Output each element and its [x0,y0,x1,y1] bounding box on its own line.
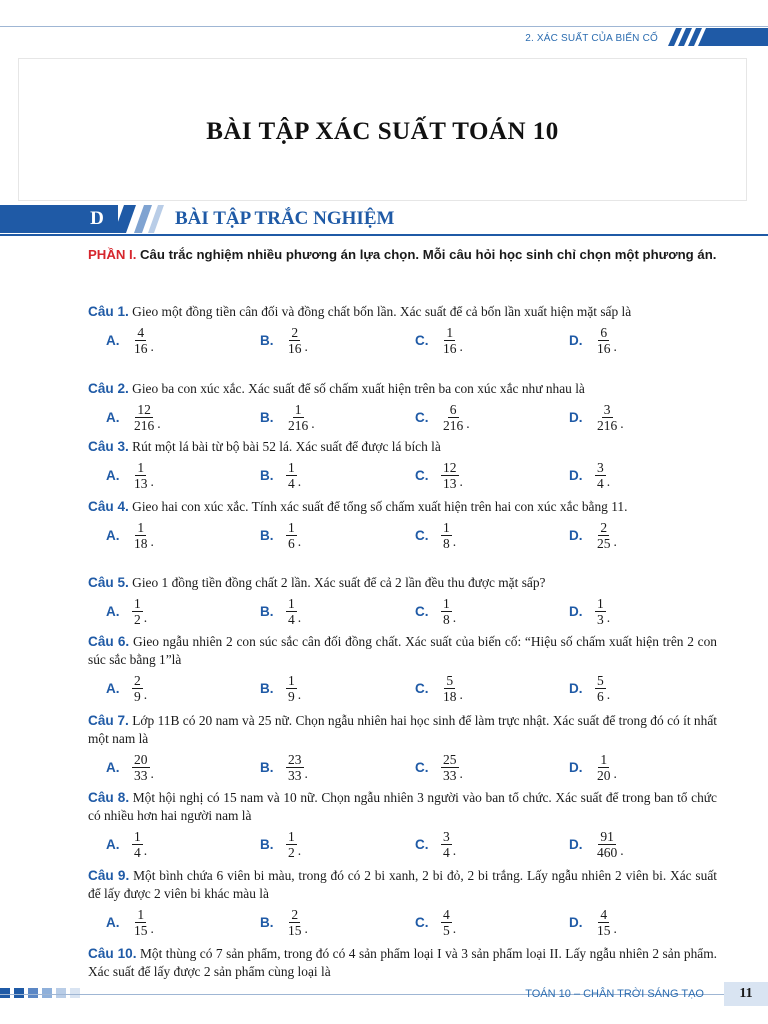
option-period: . [157,416,161,431]
section-slash-decoration [114,205,164,233]
answer-options [88,323,717,357]
fraction-denominator: 4 [288,611,295,627]
fraction [132,829,143,860]
fraction-numerator: 1 [288,595,295,611]
fraction-denominator: 13 [134,475,148,491]
fraction-numerator: 1 [597,595,604,611]
fraction [441,325,459,356]
fraction-numerator: 1 [288,672,295,688]
fraction-denominator: 4 [288,475,295,491]
option-letter: B. [260,527,274,543]
option-period: . [143,843,148,858]
option-period: . [150,339,154,354]
fraction [286,460,297,491]
answer-option [415,671,463,705]
fraction-denominator: 15 [288,922,302,938]
option-period: . [459,474,463,489]
fraction-denominator: 9 [288,688,295,704]
option-period: . [143,610,148,625]
question-text [88,945,717,981]
fraction [286,520,297,551]
question-text [88,498,717,516]
option-letter: B. [260,680,274,696]
fraction [132,907,150,938]
question-7 [88,712,717,784]
fraction-numerator: 1 [134,595,141,611]
option-period: . [466,416,470,431]
fraction [441,460,459,491]
question-body: Gieo ba con xúc xắc. Xác suất để số chấm xuất hiện trên ba con xúc xắc như nhau là [132,381,585,396]
fraction [132,673,143,704]
answer-option [260,905,308,939]
fraction-denominator: 33 [443,767,457,783]
answer-options [88,594,717,628]
option-letter: D. [569,603,583,619]
fraction-denominator: 16 [288,340,302,356]
fraction-numerator: 2 [600,519,608,535]
page-title: BÀI TẬP XÁC SUẤT TOÁN 10 [206,118,559,145]
question-label: Câu 6. [88,634,130,649]
fraction [286,673,297,704]
question-text [88,633,717,669]
fraction-numerator: 1 [288,828,295,844]
option-period: . [620,843,624,858]
answer-option [106,400,161,434]
option-letter: C. [415,836,429,852]
fraction [595,752,613,783]
option-period: . [452,921,457,936]
option-period: . [613,766,617,781]
question-9 [88,867,717,939]
question-label: Câu 7. [88,713,129,728]
fraction-numerator: 1 [443,595,450,611]
fraction-denominator: 216 [443,417,464,433]
option-letter: A. [106,603,120,619]
fraction-numerator: 3 [443,828,450,844]
fraction [132,325,150,356]
fraction-numerator: 20 [134,751,148,767]
answer-option [569,827,624,861]
question-5 [88,574,717,628]
answer-option [415,400,470,434]
fraction-denominator: 18 [443,688,457,704]
question-label: Câu 2. [88,381,129,396]
fraction-numerator: 2 [134,672,141,688]
question-4 [88,498,717,552]
part-instruction [88,245,717,264]
option-period: . [452,610,457,625]
option-letter: D. [569,527,583,543]
fraction-numerator: 12 [443,459,457,475]
answer-options [88,458,717,492]
question-8 [88,789,717,861]
answer-option [260,671,301,705]
option-letter: A. [106,680,120,696]
option-letter: A. [106,836,120,852]
option-period: . [297,534,302,549]
answer-option [106,827,147,861]
option-letter: A. [106,759,120,775]
option-period: . [304,766,308,781]
title-box [18,58,747,201]
answer-option [260,594,301,628]
option-letter: A. [106,914,120,930]
fraction-denominator: 9 [134,688,141,704]
option-period: . [452,843,457,858]
fraction-denominator: 20 [597,767,611,783]
option-period: . [620,416,624,431]
question-label: Câu 1. [88,304,129,319]
fraction [595,520,613,551]
answer-options [88,905,717,939]
fraction-denominator: 216 [134,417,155,433]
fraction-denominator: 4 [443,844,450,860]
option-period: . [459,687,463,702]
answer-option [569,400,624,434]
fraction-denominator: 216 [288,417,309,433]
fraction-denominator: 33 [288,767,302,783]
fraction-denominator: 8 [443,611,450,627]
option-letter: B. [260,836,274,852]
option-period: . [150,534,154,549]
fraction-numerator: 6 [449,401,457,417]
answer-option [106,323,154,357]
part-text: Câu trắc nghiệm nhiều phương án lựa chọn. Mỗi câu hỏi học sinh chỉ chọn một phương án. [140,247,717,262]
fraction-denominator: 25 [597,535,611,551]
fraction-numerator: 5 [597,672,604,688]
fraction [441,673,459,704]
header-rule [0,26,768,27]
footer-blocks-decoration [0,986,90,1000]
question-body: Gieo 1 đồng tiền đồng chất 2 lần. Xác suất để cả 2 lần đều thu được mặt sấp? [132,575,546,590]
option-letter: B. [260,603,274,619]
option-period: . [613,534,617,549]
option-letter: C. [415,914,429,930]
answer-option [569,905,617,939]
fraction-denominator: 18 [134,535,148,551]
fraction [132,520,150,551]
fraction [132,596,143,627]
option-letter: C. [415,759,429,775]
fraction [286,596,297,627]
option-period: . [297,843,302,858]
answer-option [260,400,315,434]
fraction-numerator: 1 [137,906,145,922]
option-letter: B. [260,467,274,483]
fraction [132,402,156,433]
fraction-numerator: 1 [288,519,295,535]
question-text [88,574,717,592]
option-period: . [150,921,154,936]
option-period: . [606,610,611,625]
answer-option [260,518,301,552]
fraction-numerator: 25 [443,751,457,767]
fraction [441,829,452,860]
question-body: Gieo ngẫu nhiên 2 con súc sắc cân đối đồng chất. Xác suất của biến cố: “Hiệu số chấm xuất hiện trên 2 con súc sắc bằng 1”là [88,634,717,667]
option-period: . [613,339,617,354]
option-letter: D. [569,467,583,483]
option-period: . [606,474,611,489]
header-stripes-decoration [668,28,768,46]
fraction [595,460,606,491]
section-title: BÀI TẬP TRẮC NGHIỆM [175,208,395,229]
fraction-numerator: 4 [600,906,608,922]
option-letter: C. [415,409,429,425]
option-letter: D. [569,409,583,425]
fraction [595,829,619,860]
answer-option [415,827,456,861]
fraction [595,596,606,627]
fraction-denominator: 16 [134,340,148,356]
answer-option [260,323,308,357]
answer-option [106,518,154,552]
fraction-numerator: 1 [600,751,608,767]
fraction [595,673,606,704]
option-letter: B. [260,409,274,425]
answer-option [415,750,463,784]
question-text [88,789,717,825]
fraction [286,907,304,938]
question-body: Rút một lá bài từ bộ bài 52 lá. Xác suất để được lá bích là [132,439,441,454]
answer-option [106,905,154,939]
fraction-numerator: 1 [137,459,145,475]
fraction-numerator: 1 [294,401,302,417]
option-period: . [150,474,154,489]
fraction-numerator: 12 [137,401,151,417]
fraction-numerator: 3 [603,401,611,417]
answer-option [415,905,456,939]
question-label: Câu 10. [88,946,137,961]
option-letter: D. [569,759,583,775]
chapter-heading: 2. XÁC SUẤT CỦA BIẾN CỐ [525,33,658,44]
question-body: Lớp 11B có 20 nam và 25 nữ. Chọn ngẫu nhiên hai học sinh để làm trực nhật. Xác suất để trong đó có ít nhất một nam là [88,713,717,746]
answer-option [415,594,456,628]
question-3 [88,438,717,492]
option-letter: B. [260,914,274,930]
question-6 [88,633,717,705]
option-period: . [452,534,457,549]
fraction [286,325,304,356]
option-letter: D. [569,914,583,930]
answer-option [415,458,463,492]
answer-option [415,323,463,357]
fraction-numerator: 3 [597,459,604,475]
question-label: Câu 5. [88,575,129,590]
answer-option [106,458,154,492]
answer-option [260,827,301,861]
fraction-denominator: 16 [443,340,457,356]
option-letter: B. [260,759,274,775]
fraction-denominator: 4 [134,844,141,860]
fraction [286,752,304,783]
option-letter: D. [569,680,583,696]
answer-options [88,750,717,784]
question-label: Câu 9. [88,868,130,883]
section-rule [0,234,768,236]
option-period: . [459,766,463,781]
option-period: . [304,339,308,354]
fraction-denominator: 2 [288,844,295,860]
answer-option [569,671,610,705]
question-10 [88,945,717,981]
fraction-denominator: 2 [134,611,141,627]
option-letter: B. [260,332,274,348]
question-label: Câu 4. [88,499,129,514]
question-text [88,712,717,748]
fraction-denominator: 8 [443,535,450,551]
footer-text: TOÁN 10 – CHÂN TRỜI SÁNG TẠO [525,988,704,1000]
fraction-denominator: 13 [443,475,457,491]
answer-option [106,750,154,784]
fraction-denominator: 6 [597,688,604,704]
answer-option [569,750,617,784]
answer-option [569,594,610,628]
answer-option [106,594,147,628]
fraction [441,402,465,433]
answer-options [88,827,717,861]
option-period: . [297,474,302,489]
fraction [286,829,297,860]
option-letter: C. [415,332,429,348]
fraction-numerator: 6 [600,324,608,340]
page-number: 11 [724,982,768,1006]
question-body: Một thùng có 7 sản phẩm, trong đó có 4 sản phẩm loại I và 3 sản phẩm loại II. Lấy ngẫu nhiên 2 sản phẩm. Xác suất để lấy được 2 sản phẩm cùng loại là [88,946,717,979]
fraction [286,402,310,433]
fraction [441,752,459,783]
fraction-numerator: 1 [443,519,450,535]
fraction-numerator: 1 [137,519,145,535]
fraction-denominator: 33 [134,767,148,783]
fraction-denominator: 15 [134,922,148,938]
option-period: . [606,687,611,702]
option-letter: A. [106,332,120,348]
fraction-denominator: 3 [597,611,604,627]
fraction [595,402,619,433]
fraction-numerator: 23 [288,751,302,767]
question-label: Câu 3. [88,439,129,454]
question-2 [88,380,717,434]
fraction [441,520,452,551]
section-heading [0,205,768,235]
answer-option [569,518,617,552]
fraction-numerator: 2 [291,324,299,340]
fraction-denominator: 6 [288,535,295,551]
question-text [88,380,717,398]
option-letter: C. [415,680,429,696]
fraction [441,907,452,938]
fraction-numerator: 1 [134,828,141,844]
option-letter: A. [106,467,120,483]
option-letter: D. [569,836,583,852]
option-period: . [613,921,617,936]
option-period: . [297,610,302,625]
answer-options [88,400,717,434]
option-letter: C. [415,527,429,543]
answer-options [88,518,717,552]
fraction [132,460,150,491]
option-period: . [311,416,315,431]
option-period: . [150,766,154,781]
option-period: . [297,687,302,702]
option-letter: C. [415,467,429,483]
fraction-numerator: 5 [446,672,454,688]
question-text [88,867,717,903]
option-period: . [304,921,308,936]
fraction-numerator: 1 [288,459,295,475]
section-letter: D [90,208,104,229]
answer-option [260,750,308,784]
fraction [132,752,150,783]
answer-option [260,458,301,492]
fraction-denominator: 15 [597,922,611,938]
fraction-denominator: 5 [443,922,450,938]
fraction-denominator: 4 [597,475,604,491]
fraction-denominator: 216 [597,417,618,433]
answer-option [106,671,147,705]
option-period: . [143,687,148,702]
option-letter: A. [106,409,120,425]
option-letter: C. [415,603,429,619]
question-body: Gieo một đồng tiền cân đối và đồng chất bốn lần. Xác suất để cả bốn lần xuất hiện mặt sấp là [132,304,632,319]
fraction-numerator: 4 [443,906,450,922]
question-body: Gieo hai con xúc xắc. Tính xác suất để tổng số chấm xuất hiện trên hai con xúc xắc bằng 11. [132,499,628,514]
answer-option [569,323,617,357]
answer-option [415,518,456,552]
fraction [441,596,452,627]
option-letter: D. [569,332,583,348]
part-label: PHẦN I. [88,247,137,262]
option-letter: A. [106,527,120,543]
question-text [88,438,717,456]
answer-option [569,458,610,492]
fraction-numerator: 4 [137,324,145,340]
question-text [88,303,717,321]
fraction-denominator: 16 [597,340,611,356]
fraction [595,325,613,356]
question-label: Câu 8. [88,790,130,805]
fraction [595,907,613,938]
fraction-denominator: 460 [597,844,618,860]
fraction-numerator: 2 [291,906,299,922]
question-body: Một hội nghị có 15 nam và 10 nữ. Chọn ngẫu nhiên 3 người vào ban tổ chức. Xác suất để trong ban tổ chức có nhiều hơn hai người nam là [88,790,717,823]
fraction-numerator: 1 [446,324,454,340]
option-period: . [459,339,463,354]
answer-options [88,671,717,705]
question-1 [88,303,717,357]
question-body: Một bình chứa 6 viên bi màu, trong đó có 2 bi xanh, 2 bi đỏ, 2 bi trắng. Lấy ngẫu nhiên 2 viên bi. Xác suất để lấy được 2 viên bi khác màu là [88,868,717,901]
fraction-numerator: 91 [600,828,614,844]
